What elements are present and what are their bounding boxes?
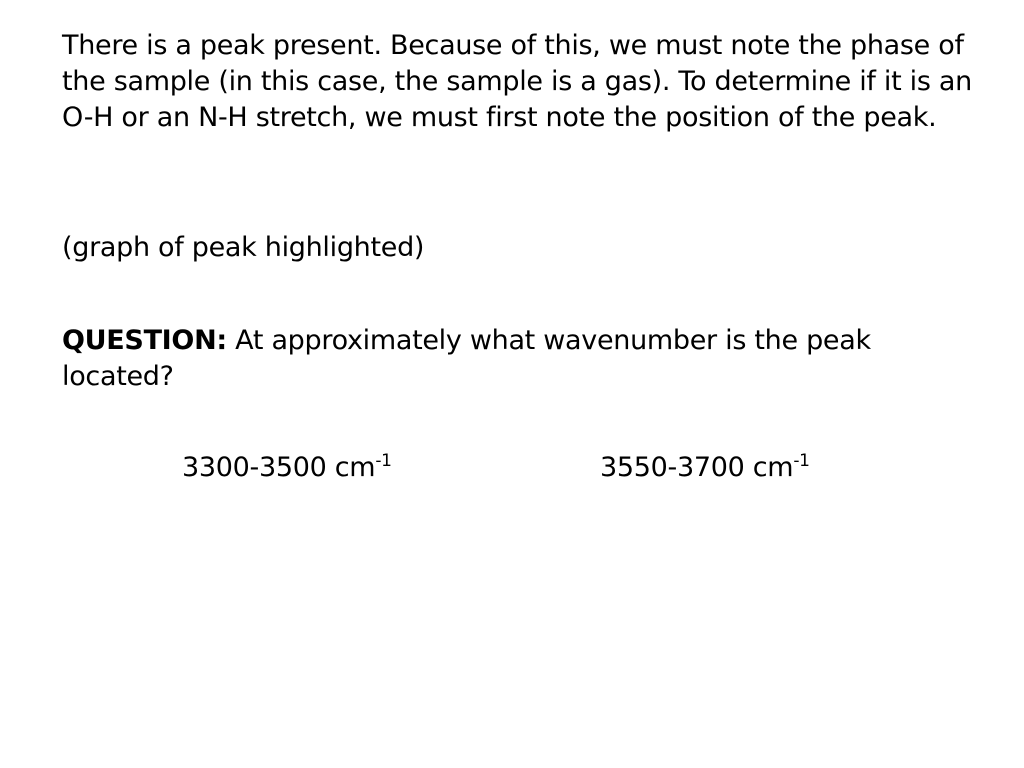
question-text: At approximately what wavenumber is the peak located? xyxy=(62,325,871,392)
answer-option-b[interactable] xyxy=(600,450,810,486)
answer-options xyxy=(0,450,1024,490)
answer-b-exponent: -1 xyxy=(793,451,810,471)
answer-b-range: 3550-3700 cm xyxy=(600,452,794,483)
answer-a-range: 3300-3500 cm xyxy=(182,452,376,483)
question-label: QUESTION: xyxy=(62,325,227,356)
answer-a-exponent: -1 xyxy=(375,451,392,471)
question-paragraph xyxy=(62,323,972,395)
answer-option-a[interactable] xyxy=(182,450,392,486)
graph-note: (graph of peak highlighted) xyxy=(62,232,425,263)
intro-paragraph: There is a peak present. Because of this, we must note the phase of the sample (in this case, the sample is a gas). To determine if it is an O-H or an N-H stretch, we must first note the position of the peak. xyxy=(62,30,972,133)
